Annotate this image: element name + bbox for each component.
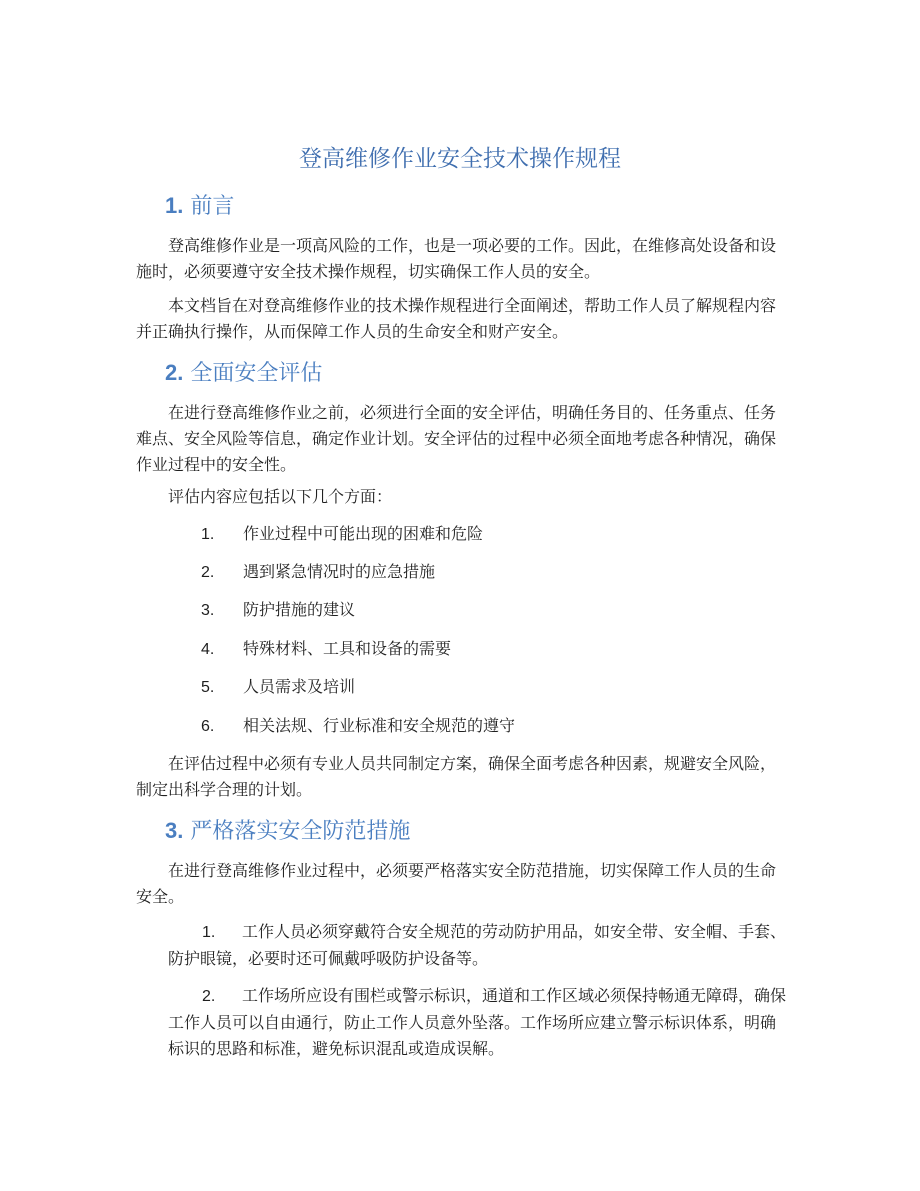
- paragraph: 在进行登高维修作业之前，必须进行全面的安全评估，明确任务目的、任务重点、任务难点、安全风险等信息，确定作业计划。安全评估的过程中必须全面地考虑各种情况，确保作业过程中的安全性。: [136, 403, 777, 474]
- paragraph: 在评估过程中必须有专业人员共同制定方案，确保全面考虑各种因素，规避安全风险，制定出科学合理的计划。: [136, 754, 777, 799]
- list-number: 6.: [201, 718, 215, 735]
- list-item: [168, 919, 786, 972]
- list-item: [201, 597, 355, 624]
- list-text: 防护措施的建议: [243, 600, 356, 619]
- section-number: 2.: [165, 360, 184, 385]
- list-item: [201, 636, 451, 663]
- section-heading-2: [165, 358, 322, 389]
- document-title: 登高维修作业安全技术操作规程: [299, 146, 621, 172]
- list-text: 工作人员必须穿戴符合安全规范的劳动防护用品，如安全带、安全帽、手套、防护眼镜，必要时还可佩戴呼吸防护设备等。: [168, 922, 787, 968]
- list-item: [168, 983, 786, 1062]
- list-number: 5.: [201, 679, 215, 696]
- list-number: 1.: [202, 924, 216, 941]
- list-text: 遇到紧急情况时的应急措施: [243, 562, 436, 581]
- list-number: 3.: [201, 602, 215, 619]
- paragraph: 登高维修作业是一项高风险的工作，也是一项必要的工作。因此，在维修高处设备和设施时，必须要遵守安全技术操作规程，切实确保工作人员的安全。: [136, 236, 777, 281]
- section-heading-3: [165, 816, 410, 847]
- list-number: 2.: [201, 564, 215, 581]
- paragraph: 在进行登高维修作业过程中，必须要严格落实安全防范措施，切实保障工作人员的生命安全。: [136, 861, 777, 906]
- list-text: 相关法规、行业标准和安全规范的遵守: [243, 716, 516, 735]
- list-text: 人员需求及培训: [243, 677, 356, 696]
- section-title: 严格落实安全防范措施: [190, 819, 411, 844]
- section-number: 1.: [165, 193, 184, 218]
- paragraph: 评估内容应包括以下几个方面：: [168, 487, 393, 506]
- list-item: [201, 674, 355, 701]
- paragraph: 本文档旨在对登高维修作业的技术操作规程进行全面阐述，帮助工作人员了解规程内容并正确执行操作，从而保障工作人员的生命安全和财产安全。: [136, 296, 777, 341]
- list-item: [201, 521, 483, 548]
- section-title: 前言: [190, 194, 235, 219]
- list-item: [201, 559, 435, 586]
- list-number: 1.: [201, 526, 215, 543]
- list-text: 作业过程中可能出现的困难和危险: [243, 524, 484, 543]
- section-heading-1: [165, 191, 234, 222]
- list-text: 工作场所应设有围栏或警示标识，通道和工作区域必须保持畅通无障碍，确保工作人员可以自由通行，防止工作人员意外坠落。工作场所应建立警示标识体系，明确标识的思路和标准，避免标识混乱或造成误解。: [168, 986, 787, 1058]
- list-text: 特殊材料、工具和设备的需要: [243, 639, 452, 658]
- section-number: 3.: [165, 818, 184, 843]
- list-number: 2.: [202, 988, 216, 1005]
- list-number: 4.: [201, 641, 215, 658]
- list-item: [201, 713, 515, 740]
- section-title: 全面安全评估: [190, 361, 323, 386]
